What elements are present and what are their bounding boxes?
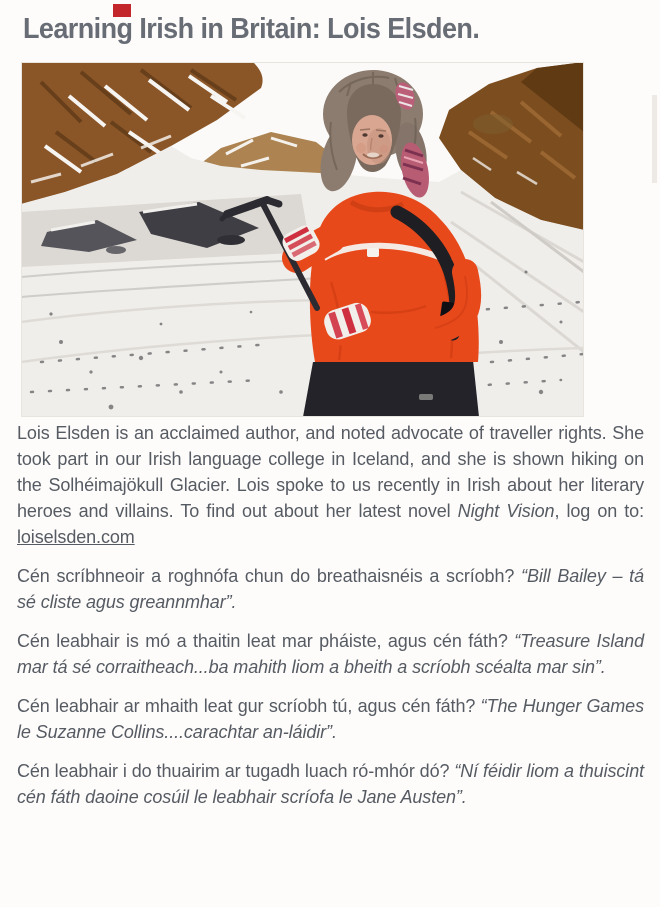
page-title: Learning Irish in Britain: Lois Elsden. — [23, 13, 480, 45]
answer-text: “Treasure Island mar tá sé corraitheach...ba mahith liom a bheith a scríobh scéalta mar sin”. — [17, 631, 644, 677]
answer-text: “Bill Bailey – tá sé cliste agus greannmhar”. — [17, 566, 644, 612]
answer-text: “The Hunger Games le Suzanne Collins....carachtar an-láidir”. — [17, 696, 644, 742]
article-photo — [21, 62, 584, 417]
qa-paragraph-1 — [17, 563, 644, 615]
novel-title: Night Vision — [457, 501, 555, 521]
answer-text: “Ní féidir liom a thuiscint cén fáth daoine cosúil le leabhair scríofa le Jane Austen”. — [17, 761, 644, 807]
face — [352, 115, 392, 165]
website-link[interactable]: loiselsden.com — [17, 527, 135, 547]
question-text: Cén leabhair i do thuairim ar tugadh luach ró-mhór dó? — [17, 761, 450, 781]
intro-paragraph — [17, 420, 644, 550]
qa-paragraph-3 — [17, 693, 644, 745]
scan-edge-strip — [652, 95, 657, 183]
intro-text-1: Lois Elsden is an acclaimed author, and noted advocate of traveller rights. She took part in our Irish language college in Iceland, and she is shown hiking on the Solhéimajökull Glacier. Lois spoke to us recently in Irish about her literary heroes and villains. To find out about her latest novel — [17, 423, 644, 521]
qa-paragraph-4 — [17, 758, 644, 810]
question-text: Cén scríbhneoir a roghnófa chun do breathaisnéis a scríobh? — [17, 566, 515, 586]
intro-text-2: , log on to: — [554, 501, 644, 521]
pants — [303, 360, 479, 417]
glacier-photo-illustration — [21, 62, 584, 417]
article-body — [17, 420, 644, 823]
question-text: Cén leabhair is mó a thaitin leat mar pháiste, agus cén fáth? — [17, 631, 508, 651]
qa-paragraph-2 — [17, 628, 644, 680]
question-text: Cén leabhair ar mhaith leat gur scríobh tú, agus cén fáth? — [17, 696, 476, 716]
